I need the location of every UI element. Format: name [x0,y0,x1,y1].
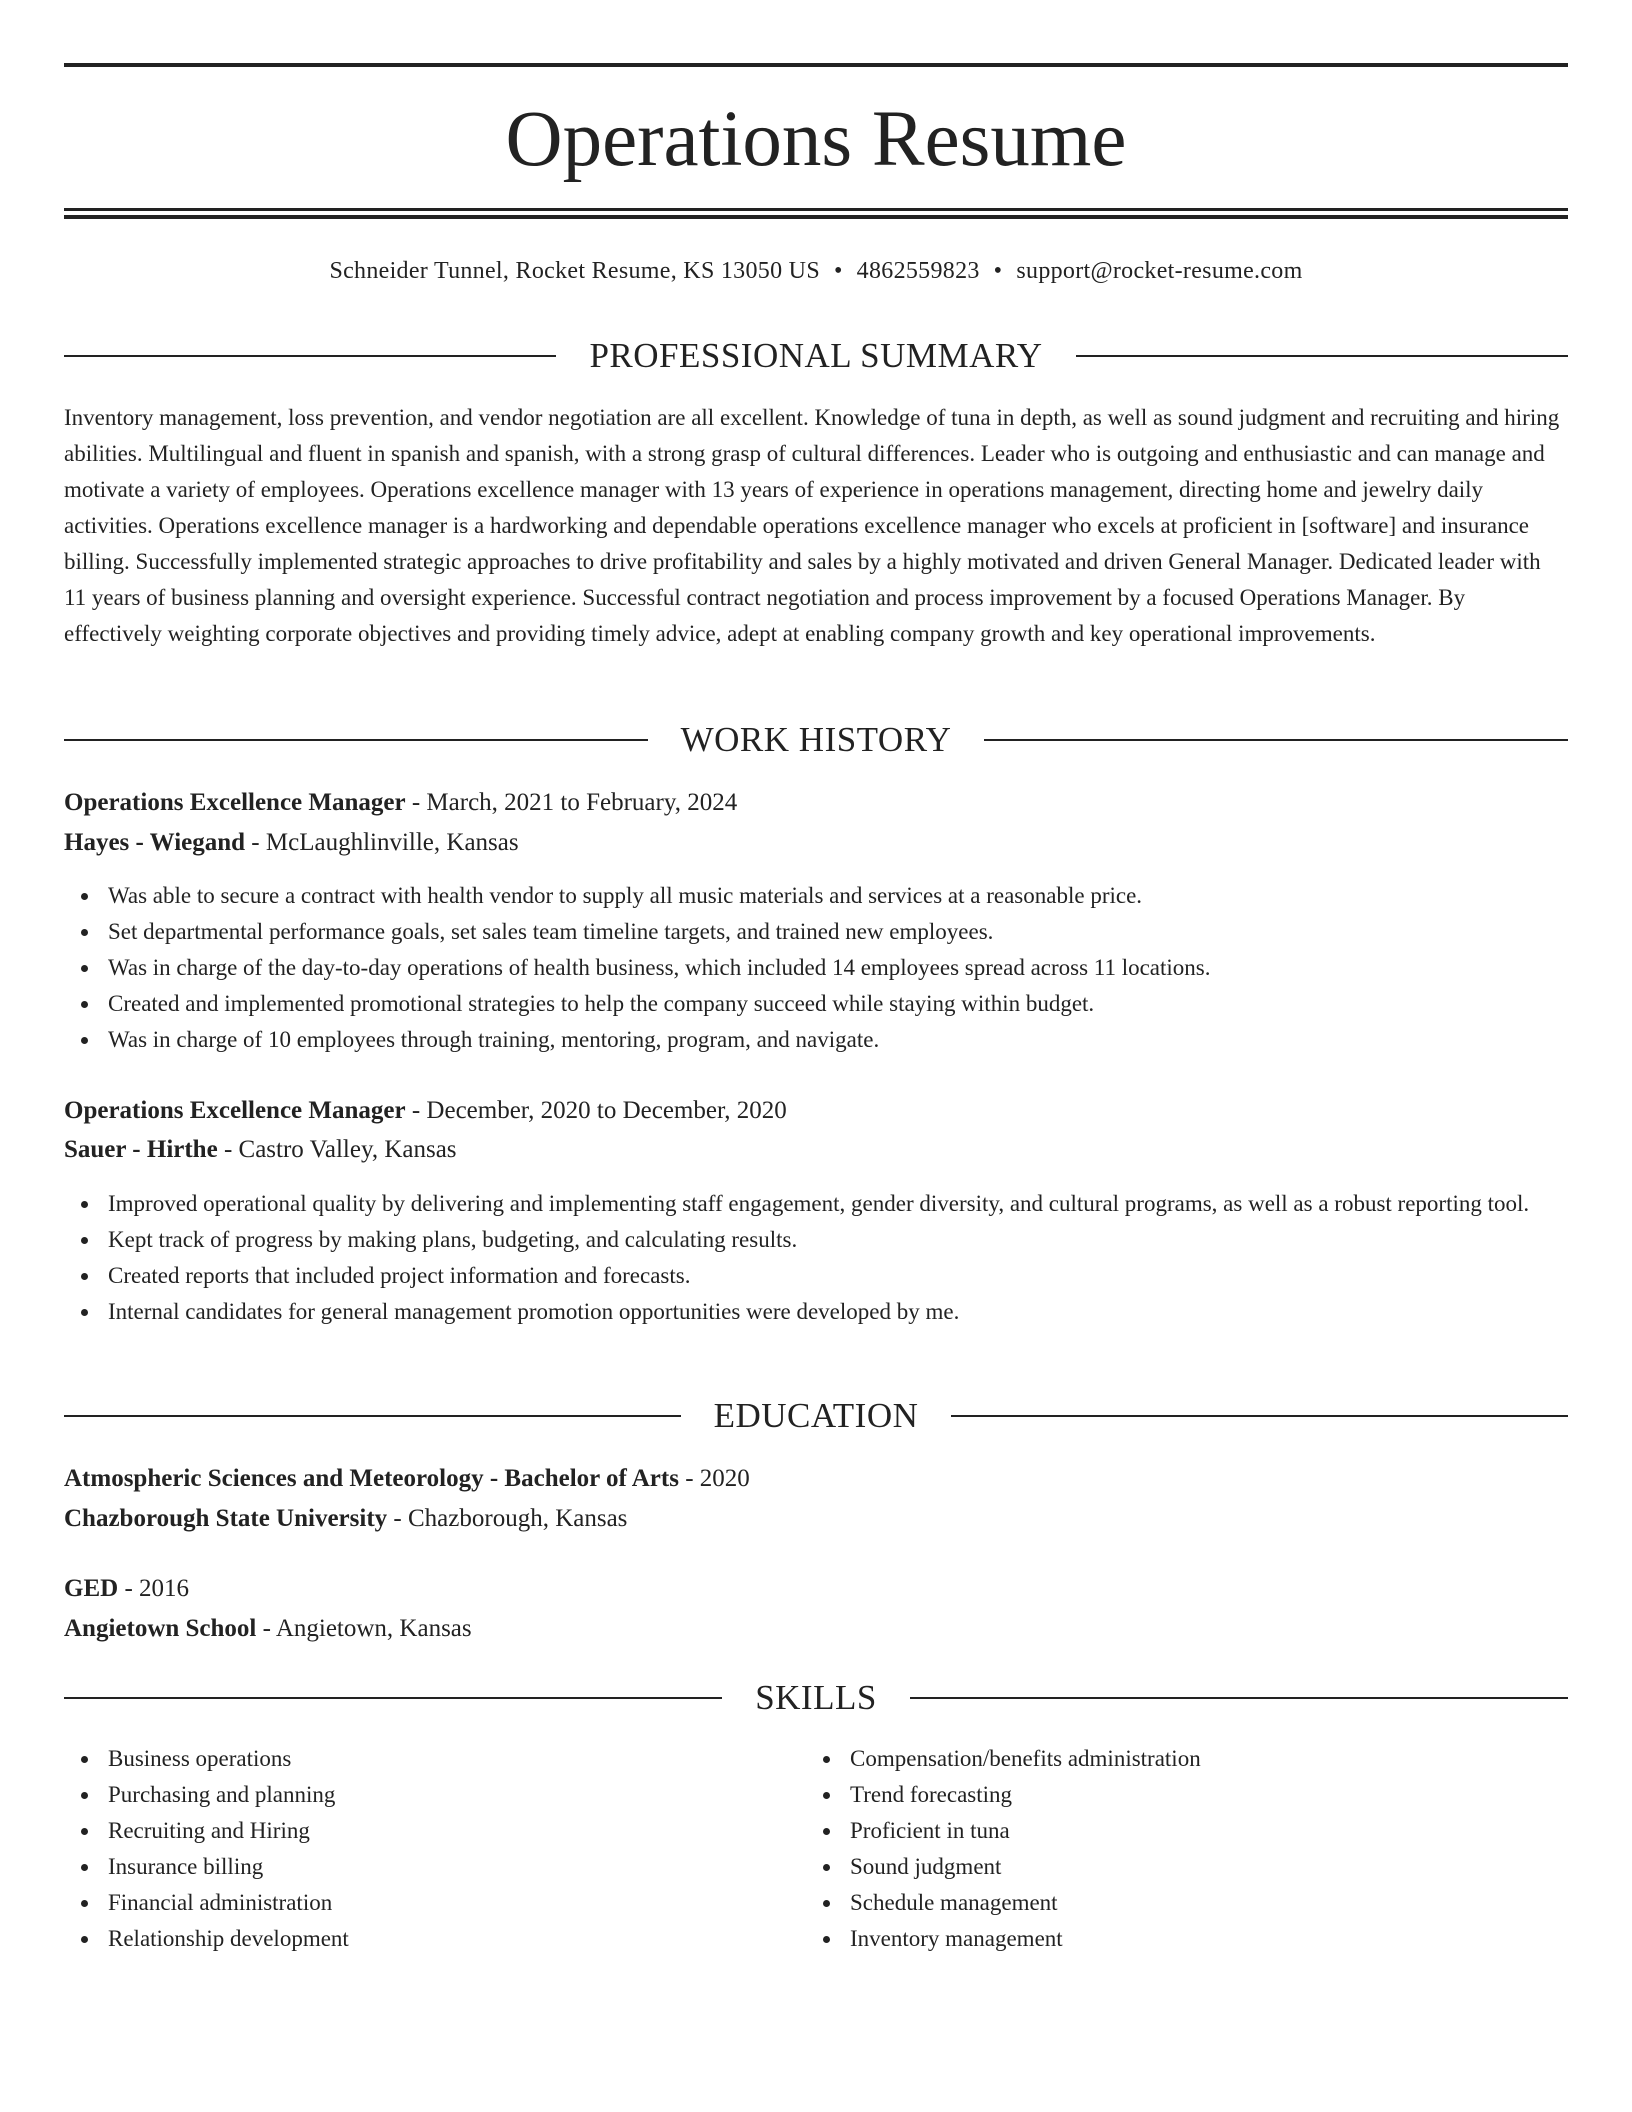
skill-item: Purchasing and planning [108,1777,1568,1813]
heading-rule [64,739,648,741]
education-school: Chazborough State University [64,1505,388,1532]
job-title-line [64,1093,787,1129]
job-company: Sauer - Hirthe [64,1136,218,1163]
contact-separator: • [993,258,1003,284]
education-degree-line [64,1461,750,1497]
resume-title: Operations Resume [505,96,1127,183]
contact-address: Schneider Tunnel, Rocket Resume, KS 13050 US [329,258,820,284]
education-school-line [64,1611,472,1647]
skill-item: Financial administration [108,1885,1568,1921]
contact-email[interactable]: support@rocket-resume.com [1016,258,1303,284]
list-item: Internal candidates for general management promotion opportunities were developed by me. [108,1294,1568,1330]
skill-item: Relationship development [108,1921,1568,1957]
title-double-rule [64,208,1568,219]
education-degree-line [64,1571,189,1607]
section-heading-summary [64,334,1568,378]
job-bullet-list [64,1186,1568,1330]
skill-item: Insurance billing [108,1849,1568,1885]
skill-item: Inventory management [850,1921,1632,1957]
job-location: - Castro Valley, Kansas [217,1136,457,1163]
job-bullet-list [64,878,1568,1058]
heading-rule [64,1697,722,1699]
skill-item: Sound judgment [850,1849,1632,1885]
list-item: Created and implemented promotional strategies to help the company succeed while staying within budget. [108,986,1568,1022]
education-year: - 2020 [678,1465,750,1492]
top-rule [64,63,1568,67]
section-title: PROFESSIONAL SUMMARY [589,336,1043,375]
list-item: Was in charge of the day-to-day operations of health business, which included 14 employees spread across 11 locations. [108,950,1568,986]
skill-item: Schedule management [850,1885,1632,1921]
list-item: Improved operational quality by delivering and implementing staff engagement, gender diversity, and cultural programs, as well as a robust reporting tool. [108,1186,1568,1222]
contact-phone[interactable]: 4862559823 [856,258,980,284]
education-school-line [64,1501,627,1537]
skill-item: Recruiting and Hiring [108,1813,1568,1849]
heading-rule [910,1697,1568,1699]
section-heading-work-history [64,718,1568,762]
section-title: EDUCATION [713,1396,919,1435]
skill-item: Proficient in tuna [850,1813,1632,1849]
heading-rule [64,1415,681,1417]
education-location: - Chazborough, Kansas [387,1505,628,1532]
education-location: - Angietown, Kansas [256,1615,472,1642]
contact-line [64,254,1568,288]
heading-rule [1076,355,1568,357]
section-heading-skills [64,1676,1568,1720]
contact-separator: • [833,258,843,284]
list-item: Was in charge of 10 employees through training, mentoring, program, and navigate. [108,1022,1568,1058]
job-title: Operations Excellence Manager [64,1097,406,1124]
job-title: Operations Excellence Manager [64,789,406,816]
job-title-line [64,785,737,821]
list-item: Kept track of progress by making plans, budgeting, and calculating results. [108,1222,1568,1258]
job-company-line [64,1132,457,1168]
heading-rule [64,355,556,357]
job-company: Hayes - Wiegand [64,829,246,856]
heading-rule [984,739,1568,741]
skill-item: Business operations [108,1741,1568,1777]
education-degree: GED [64,1575,119,1602]
skill-item: Compensation/benefits administration [850,1741,1632,1777]
education-degree: Atmospheric Sciences and Meteorology - Bachelor of Arts [64,1465,679,1492]
list-item: Created reports that included project information and forecasts. [108,1258,1568,1294]
job-company-line [64,825,519,861]
job-dates: - December, 2020 to December, 2020 [405,1097,787,1124]
list-item: Was able to secure a contract with health vendor to supply all music materials and services at a reasonable price. [108,878,1568,914]
section-title: WORK HISTORY [680,720,952,759]
skill-item: Trend forecasting [850,1777,1632,1813]
education-year: - 2016 [118,1575,190,1602]
list-item: Set departmental performance goals, set sales team timeline targets, and trained new employees. [108,914,1568,950]
job-dates: - March, 2021 to February, 2024 [405,789,738,816]
section-title: SKILLS [755,1678,877,1717]
section-heading-education [64,1394,1568,1438]
job-location: - McLaughlinville, Kansas [245,829,519,856]
education-school: Angietown School [64,1615,257,1642]
skills-list-right [806,1741,1632,1957]
summary-text: Inventory management, loss prevention, and vendor negotiation are all excellent. Knowledge of tuna in depth, as well as sound judgment and recruiting and hiring abilities. Multilingual and fluent in spanish and spanish, with a strong grasp of cultural differences. Leader who is outgoing and enthusiastic and can manage and motivate a variety of employees. Operations excellence manager with 13 years of experience in operations management, directing home and jewelry daily activities. Operations excellence manager is a hardworking and dependable operations excellence manager who excels at proficient in [software] and insurance billing. Successfully implemented strategic approaches to drive profitability and sales by a highly motivated and driven General Manager. Dedicated leader with 11 years of business planning and oversight experience. Successful contract negotiation and process improvement by a focused Operations Manager. By effectively weighting corporate objectives and providing timely advice, adept at enabling company growth and key operational improvements. [64,405,1560,646]
heading-rule [951,1415,1568,1417]
